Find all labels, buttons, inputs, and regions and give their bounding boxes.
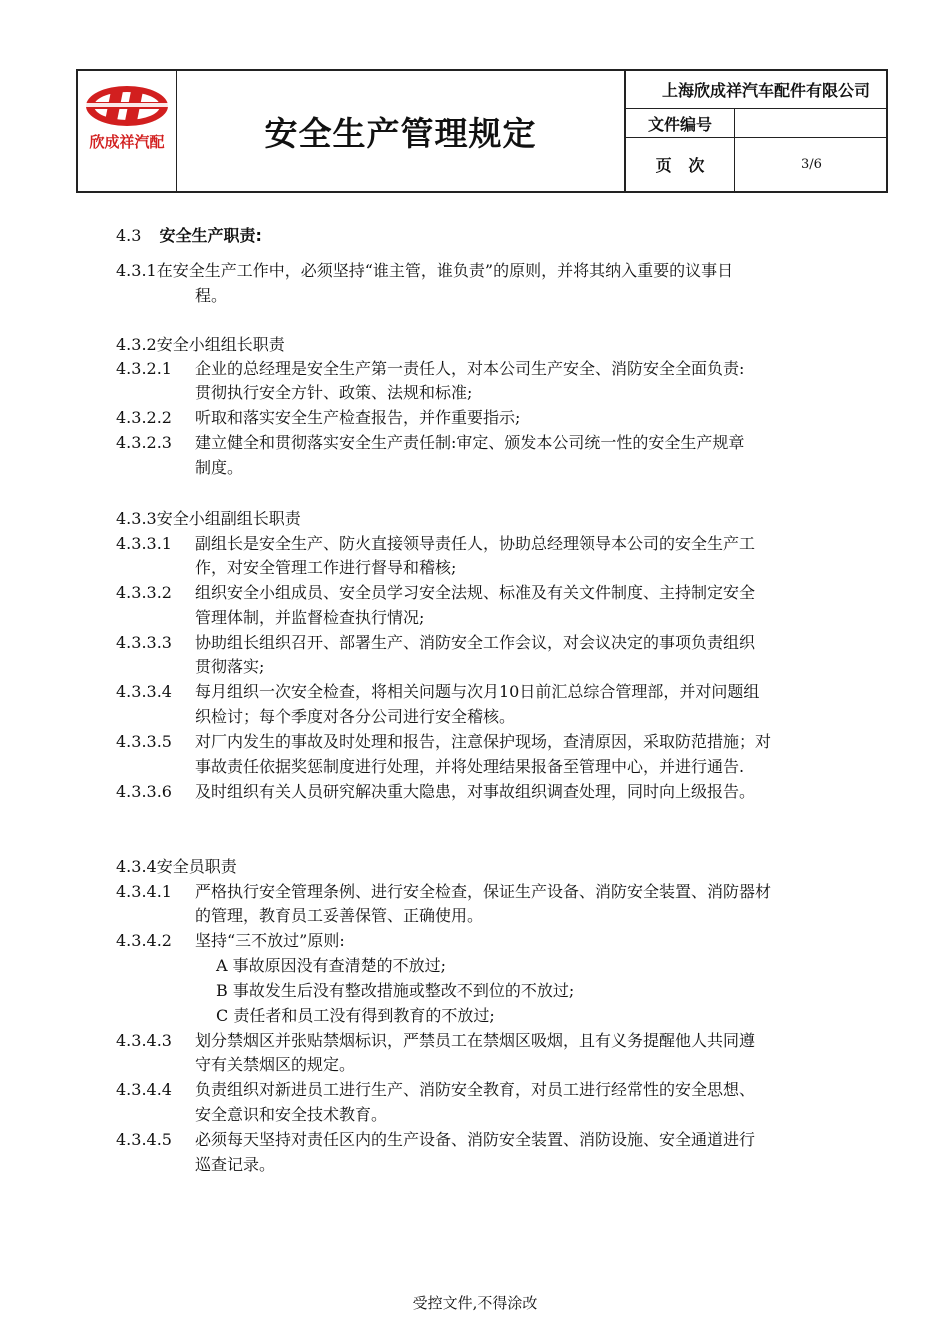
item-text: 及时组织有关人员研究解决重大隐患，对事故组织调查处理，同时向上级报告。	[195, 782, 756, 801]
item-text: 建立健全和贯彻落实安全生产责任制:审定、颁发本公司统一性的安全生产规章	[195, 433, 745, 452]
item-text: 安全意识和安全技术教育。	[195, 1105, 388, 1124]
item-text: 听取和落实安全生产检查报告，并作重要指示;	[195, 408, 521, 427]
sub-item: C 责任者和员工没有得到教育的不放过;	[216, 1006, 495, 1025]
item-text: 对厂内发生的事故及时处理和报告，注意保护现场，查清原因，采取防范措施；对	[195, 732, 772, 751]
item-number: 4.3.4.1	[116, 882, 172, 901]
item-number: 4.3.3.5	[116, 732, 172, 751]
item-text: 的管理，教育员工妥善保管、正确使用。	[195, 906, 484, 925]
doc-number-label: 文件编号	[647, 114, 712, 134]
item-text: 组织安全小组成员、安全员学习安全法规、标准及有关文件制度、主持制定安全	[195, 583, 756, 602]
item-number: 4.3.2.2	[116, 408, 172, 427]
section-title: 安全生产职责:	[159, 226, 262, 245]
paragraph-line: 4.3.1在安全生产工作中，必须坚持“谁主管，谁负责”的原则，并将其纳入重要的议事日	[116, 261, 734, 280]
item-text: 每月组织一次安全检查，将相关问题与次月10日前汇总综合管理部，并对问题组	[195, 682, 760, 701]
item-number: 4.3.3.1	[116, 534, 172, 553]
sub-item: B 事故发生后没有整改措施或整改不到位的不放过;	[216, 981, 575, 1000]
item-text: 必须每天坚持对责任区内的生产设备、消防安全装置、消防设施、安全通道进行	[195, 1130, 756, 1149]
item-number: 4.3.4.3	[116, 1031, 172, 1050]
item-number: 4.3.2.1	[116, 359, 172, 378]
item-text: 作，对安全管理工作进行督导和稽核;	[195, 558, 457, 577]
item-number: 4.3.2.3	[116, 433, 172, 452]
item-number: 4.3.3.6	[116, 782, 172, 801]
item-text: 划分禁烟区并张贴禁烟标识，严禁员工在禁烟区吸烟，且有义务提醒他人共同遵	[195, 1031, 756, 1050]
item-text: 贯彻执行安全方针、政策、法规和标准;	[195, 383, 473, 402]
item-number: 4.3.3.2	[116, 583, 172, 602]
item-text: 副组长是安全生产、防火直接领导责任人，协助总经理领导本公司的安全生产工	[195, 534, 756, 553]
section-number: 4.3	[116, 226, 142, 245]
document-title: 安全生产管理规定	[264, 113, 537, 153]
subsection-heading: 4.3.2安全小组组长职责	[116, 335, 285, 354]
item-number: 4.3.4.4	[116, 1080, 172, 1099]
subsection-heading: 4.3.4安全员职责	[116, 857, 237, 876]
item-text: 织检讨；每个季度对各分公司进行安全稽核。	[195, 707, 516, 726]
item-number: 4.3.3.4	[116, 682, 172, 701]
item-number: 4.3.4.5	[116, 1130, 172, 1149]
item-text: 守有关禁烟区的规定。	[195, 1055, 356, 1074]
item-text: 管理体制，并监督检查执行情况;	[195, 608, 425, 627]
item-text: 企业的总经理是安全生产第一责任人，对本公司生产安全、消防安全全面负责:	[195, 359, 745, 378]
paragraph-line: 程。	[195, 286, 228, 305]
subsection-heading: 4.3.3安全小组副组长职责	[116, 509, 301, 528]
item-number: 4.3.4.2	[116, 931, 172, 950]
footer-note: 受控文件,不得涂改	[412, 1294, 538, 1312]
page-number: 3/6	[801, 157, 822, 172]
item-text: 严格执行安全管理条例、进行安全检查，保证生产设备、消防安全装置、消防器材	[195, 882, 772, 901]
sub-item: A 事故原因没有查清楚的不放过;	[216, 956, 447, 975]
item-text: 制度。	[195, 458, 244, 477]
page-label: 页 次	[655, 156, 705, 175]
item-number: 4.3.3.3	[116, 633, 172, 652]
item-text: 协助组长组织召开、部署生产、消防安全工作会议，对会议决定的事项负责组织	[195, 633, 756, 652]
item-text: 坚持“三不放过”原则:	[195, 931, 345, 950]
item-text: 负责组织对新进员工进行生产、消防安全教育，对员工进行经常性的安全思想、	[195, 1080, 756, 1099]
logo-text: 欣成祥汽配	[89, 133, 165, 151]
item-text: 事故责任依据奖惩制度进行处理，并将处理结果报备至管理中心，并进行通告.	[195, 757, 745, 776]
company-name: 上海欣成祥汽车配件有限公司	[661, 81, 870, 100]
section-heading	[116, 224, 262, 248]
item-text: 巡查记录。	[195, 1155, 276, 1174]
item-text: 贯彻落实;	[195, 657, 265, 676]
